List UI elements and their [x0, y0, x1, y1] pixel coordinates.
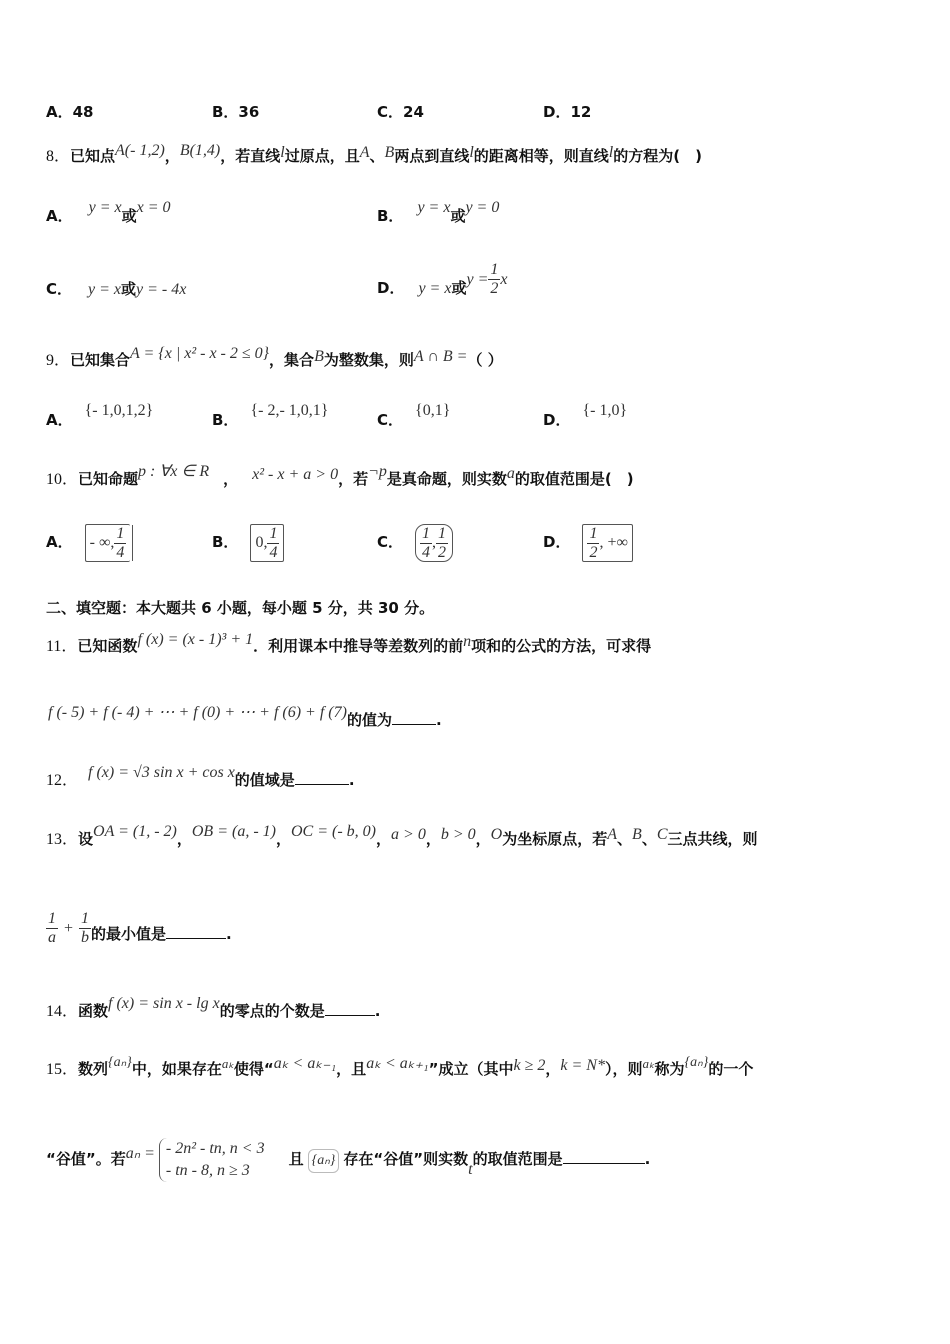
q8-math: y = x: [417, 199, 451, 216]
q12-stem: [46, 764, 355, 791]
q15-sequence: {aₙ}: [684, 1055, 709, 1070]
q8-text: 、: [369, 147, 385, 165]
q12-text: 的值域是: [234, 771, 295, 789]
answer-blank[interactable]: [392, 710, 436, 725]
q13-point: C: [656, 826, 668, 843]
q7-option-c[interactable]: C．24: [377, 103, 424, 121]
q15-text: ”成立（其中: [428, 1060, 514, 1078]
q8-line-l: l: [280, 144, 285, 161]
q15-text: 存在“谷值”则实数: [343, 1150, 469, 1168]
option-label: B．: [212, 533, 239, 551]
q9-text: 为整数集，则: [323, 351, 414, 369]
q15-term: aₙ =: [125, 1145, 155, 1162]
q13-text: 三点共线，则: [667, 830, 758, 848]
q10-math: x² - x + a > 0: [252, 466, 339, 483]
q14-text: 的零点的个数是: [219, 1002, 325, 1020]
q8-option-c[interactable]: [46, 279, 186, 300]
q15-t: t: [468, 1161, 473, 1178]
option-label: C．: [377, 533, 404, 551]
q9-set-b: B: [314, 348, 324, 365]
q11-function: f (x) = (x - 1)³ + 1: [137, 631, 254, 648]
q13-comma: ，: [275, 830, 291, 848]
q15-text: 且: [288, 1150, 304, 1168]
q8-math: y = x: [88, 199, 122, 216]
q15-text: 的取值范围是: [472, 1150, 563, 1168]
or-text: 或: [450, 207, 466, 225]
q12-text: .: [348, 771, 355, 789]
q15-case: - 2n² - tn, n < 3: [165, 1139, 265, 1157]
q8-text: ，若直线: [220, 147, 281, 165]
q15-term: aₖ: [642, 1056, 655, 1071]
q8-a: A: [359, 144, 370, 161]
q10-interval: 0, $\frac{1}{4}$: [250, 524, 284, 562]
q8-math: y = x: [88, 281, 122, 298]
q11-text: 已知函数: [77, 637, 138, 655]
option-label: B．: [377, 207, 404, 225]
q15-text: “谷值”。若: [46, 1150, 126, 1168]
q14-stem: [46, 995, 381, 1022]
q10-option-d[interactable]: [543, 520, 633, 564]
or-text: 或: [451, 279, 467, 297]
q15-text: .: [644, 1150, 651, 1168]
q8-math: y = 0: [465, 199, 500, 216]
q13-condition: a > 0: [391, 826, 426, 843]
q13-text: 、: [641, 830, 657, 848]
q8-math: y = - 4x: [136, 281, 187, 298]
q8-stem: [46, 142, 702, 167]
q8-math: x = 0: [136, 199, 171, 216]
q13-comma: ，: [176, 830, 192, 848]
q11-text: 的值为: [346, 711, 392, 729]
q11-text: 项和的公式的方法，可求得: [471, 637, 652, 655]
option-label: A．: [46, 207, 73, 225]
q9-intersection: A ∩ B =: [413, 348, 468, 365]
answer-blank[interactable]: [295, 770, 349, 785]
option-label: D．: [543, 533, 571, 551]
q8-line-l: l: [469, 144, 474, 161]
q15-sequence: {aₙ}: [308, 1149, 340, 1173]
q13-text: 为坐标原点，若: [502, 830, 608, 848]
q15-text: ），则: [604, 1060, 643, 1078]
q10-option-b[interactable]: [212, 520, 284, 564]
q13-comma: ，: [376, 830, 392, 848]
q10-interval: $\frac{1}{4}$ , $\frac{1}{2}$: [415, 524, 453, 562]
q7-option-d[interactable]: D．12: [543, 103, 592, 121]
q8-fraction: $\frac{1}{2}$: [490, 261, 499, 297]
answer-blank[interactable]: [166, 924, 226, 939]
q13-comma: ，: [475, 830, 491, 848]
q8-text: 已知点: [70, 147, 116, 165]
q14-number: 14．: [46, 1003, 79, 1020]
or-text: 或: [121, 280, 137, 298]
q11-stem: [46, 631, 652, 657]
q13-fraction: $\frac{1}{b}$: [81, 910, 90, 946]
q11-number: 11．: [46, 638, 78, 655]
or-text: 或: [121, 207, 137, 225]
q9-option-d[interactable]: [543, 402, 628, 431]
q15-text: ，且: [336, 1060, 367, 1078]
q13-vector: OA = (1, - 2): [93, 823, 177, 840]
q15-condition: k = N*: [560, 1057, 605, 1074]
q8-line-l: l: [608, 144, 614, 161]
q8-point-a: A(- 1,2): [115, 142, 165, 159]
q9-option-value: {- 1,0}: [582, 402, 628, 419]
q10-text: 的取值范围是( ): [514, 470, 634, 488]
q15-number: 15．: [46, 1061, 79, 1078]
q9-option-b[interactable]: [212, 402, 329, 431]
q13-number: 13．: [46, 831, 79, 848]
q11-expression: [48, 704, 442, 731]
q13-text: 的最小值是: [91, 925, 167, 943]
q10-text: 已知命题: [78, 470, 139, 488]
right-bracket: [130, 525, 133, 561]
q15-definition: [46, 1134, 650, 1185]
q8-number: 8．: [46, 148, 71, 165]
option-label: D．: [543, 411, 571, 429]
q13-origin: O: [490, 826, 503, 843]
q8-math: y = x: [418, 280, 452, 297]
q10-math: a: [506, 465, 515, 482]
q15-term: aₖ: [221, 1056, 234, 1071]
q13-text: 设: [78, 830, 94, 848]
answer-blank[interactable]: [325, 1001, 375, 1016]
q8-b: B: [384, 144, 395, 161]
q10-interval: - ∞, $\frac{1}{4}$: [85, 524, 131, 562]
q15-piecewise: [159, 1138, 271, 1182]
q14-function: f (x) = sin x - lg x: [108, 995, 220, 1012]
plus-sign: +: [64, 920, 74, 937]
q13-vector: OB = (a, - 1): [191, 823, 276, 840]
q10-number: 10．: [46, 471, 79, 488]
q9-option-value: {- 1,0,1,2}: [84, 402, 154, 419]
q9-text: （ ）: [467, 351, 503, 369]
q15-condition: k ≥ 2: [513, 1057, 546, 1074]
q14-text: .: [374, 1002, 381, 1020]
q9-option-value: {- 2,- 1,0,1}: [250, 402, 329, 419]
q7-option-b[interactable]: B．36: [212, 103, 260, 121]
q9-set-a: A = {x | x² - x - 2 ≤ 0}: [130, 345, 270, 362]
q10-text: ，若: [338, 470, 369, 488]
q8-point-b: B(1,4): [179, 142, 221, 159]
q15-text: 称为: [654, 1060, 685, 1078]
option-label: C．: [46, 280, 73, 298]
q8-option-b[interactable]: [377, 199, 500, 227]
q15-text: 中，如果存在: [131, 1060, 222, 1078]
q15-text: ，: [545, 1060, 561, 1078]
q13-point: B: [632, 826, 642, 843]
q9-text: ，集合: [269, 351, 315, 369]
q13-text: 、: [617, 830, 633, 848]
q13-vector: OC = (- b, 0): [291, 823, 377, 840]
q11-sum: f (- 5) + f (- 4) + ⋯ + f (0) + ⋯ + f (6) + f (7): [48, 704, 347, 721]
option-label: A．: [46, 411, 73, 429]
q13-text: .: [226, 925, 232, 943]
q10-text: ，: [223, 470, 239, 488]
q8-text: 的距离相等，则直线: [473, 147, 609, 165]
q15-condition: aₖ < aₖ₊₁: [366, 1055, 429, 1072]
q10-interval: $\frac{1}{2}$ , +∞: [582, 524, 632, 562]
q13-expression: [46, 906, 232, 951]
q10-option-c[interactable]: [377, 520, 453, 564]
q13-condition: b > 0: [440, 826, 476, 843]
option-label: B．: [212, 411, 239, 429]
q15-text: 数列: [78, 1060, 109, 1078]
q8-text: 两点到直线: [394, 147, 470, 165]
q10-math: p : ∀x ∈ R: [138, 463, 210, 480]
section-title: 二、填空题：本大题共 6 小题，每小题 5 分，共 30 分。: [46, 599, 435, 617]
q15-condition: aₖ < aₖ₋₁: [273, 1055, 337, 1072]
q8-option-d[interactable]: [377, 261, 508, 311]
q8-text: 过原点，且: [284, 147, 360, 165]
q13-fraction: $\frac{1}{a}$: [48, 910, 56, 946]
q15-case: - tn - 8, n ≥ 3: [165, 1161, 250, 1179]
q15-text: 的一个: [708, 1060, 754, 1078]
q13-comma: ，: [425, 830, 441, 848]
q14-text: 函数: [78, 1002, 109, 1020]
q15-stem: [46, 1055, 754, 1081]
q15-sequence: {aₙ}: [108, 1055, 132, 1070]
q15-text: 使得“: [233, 1060, 274, 1078]
q8-text: 的方程为( ): [613, 147, 702, 165]
q13-point: A: [607, 826, 618, 843]
q10-math: ¬p: [368, 463, 387, 480]
q12-function: f (x) = √3 sin x + cos x: [88, 764, 235, 781]
q7-option-a[interactable]: A．48: [46, 103, 94, 121]
q9-number: 9．: [46, 352, 71, 369]
option-label: A．: [46, 533, 73, 551]
q8-math: x: [500, 271, 508, 288]
q9-option-value: {0,1}: [415, 402, 451, 419]
q8-math: y =: [466, 271, 489, 288]
q13-stem: [46, 823, 758, 850]
q10-stem: [46, 463, 634, 490]
q9-option-c[interactable]: [377, 402, 451, 431]
option-label: D．: [377, 279, 405, 297]
answer-blank[interactable]: [563, 1149, 645, 1164]
q8-option-a[interactable]: [46, 199, 171, 227]
q10-option-a[interactable]: [46, 520, 133, 564]
q9-stem: [46, 345, 503, 371]
option-label: C．: [377, 411, 404, 429]
q8-comma: ，: [164, 147, 180, 165]
q9-option-a[interactable]: [46, 402, 154, 431]
q10-text: 是真命题，则实数: [386, 470, 507, 488]
q11-text: .: [435, 711, 442, 729]
q11-text: ．利用课本中推导等差数列的前: [253, 637, 464, 655]
q9-text: 已知集合: [70, 351, 131, 369]
q12-number: 12．: [46, 772, 79, 789]
q11-n: n: [463, 633, 472, 650]
